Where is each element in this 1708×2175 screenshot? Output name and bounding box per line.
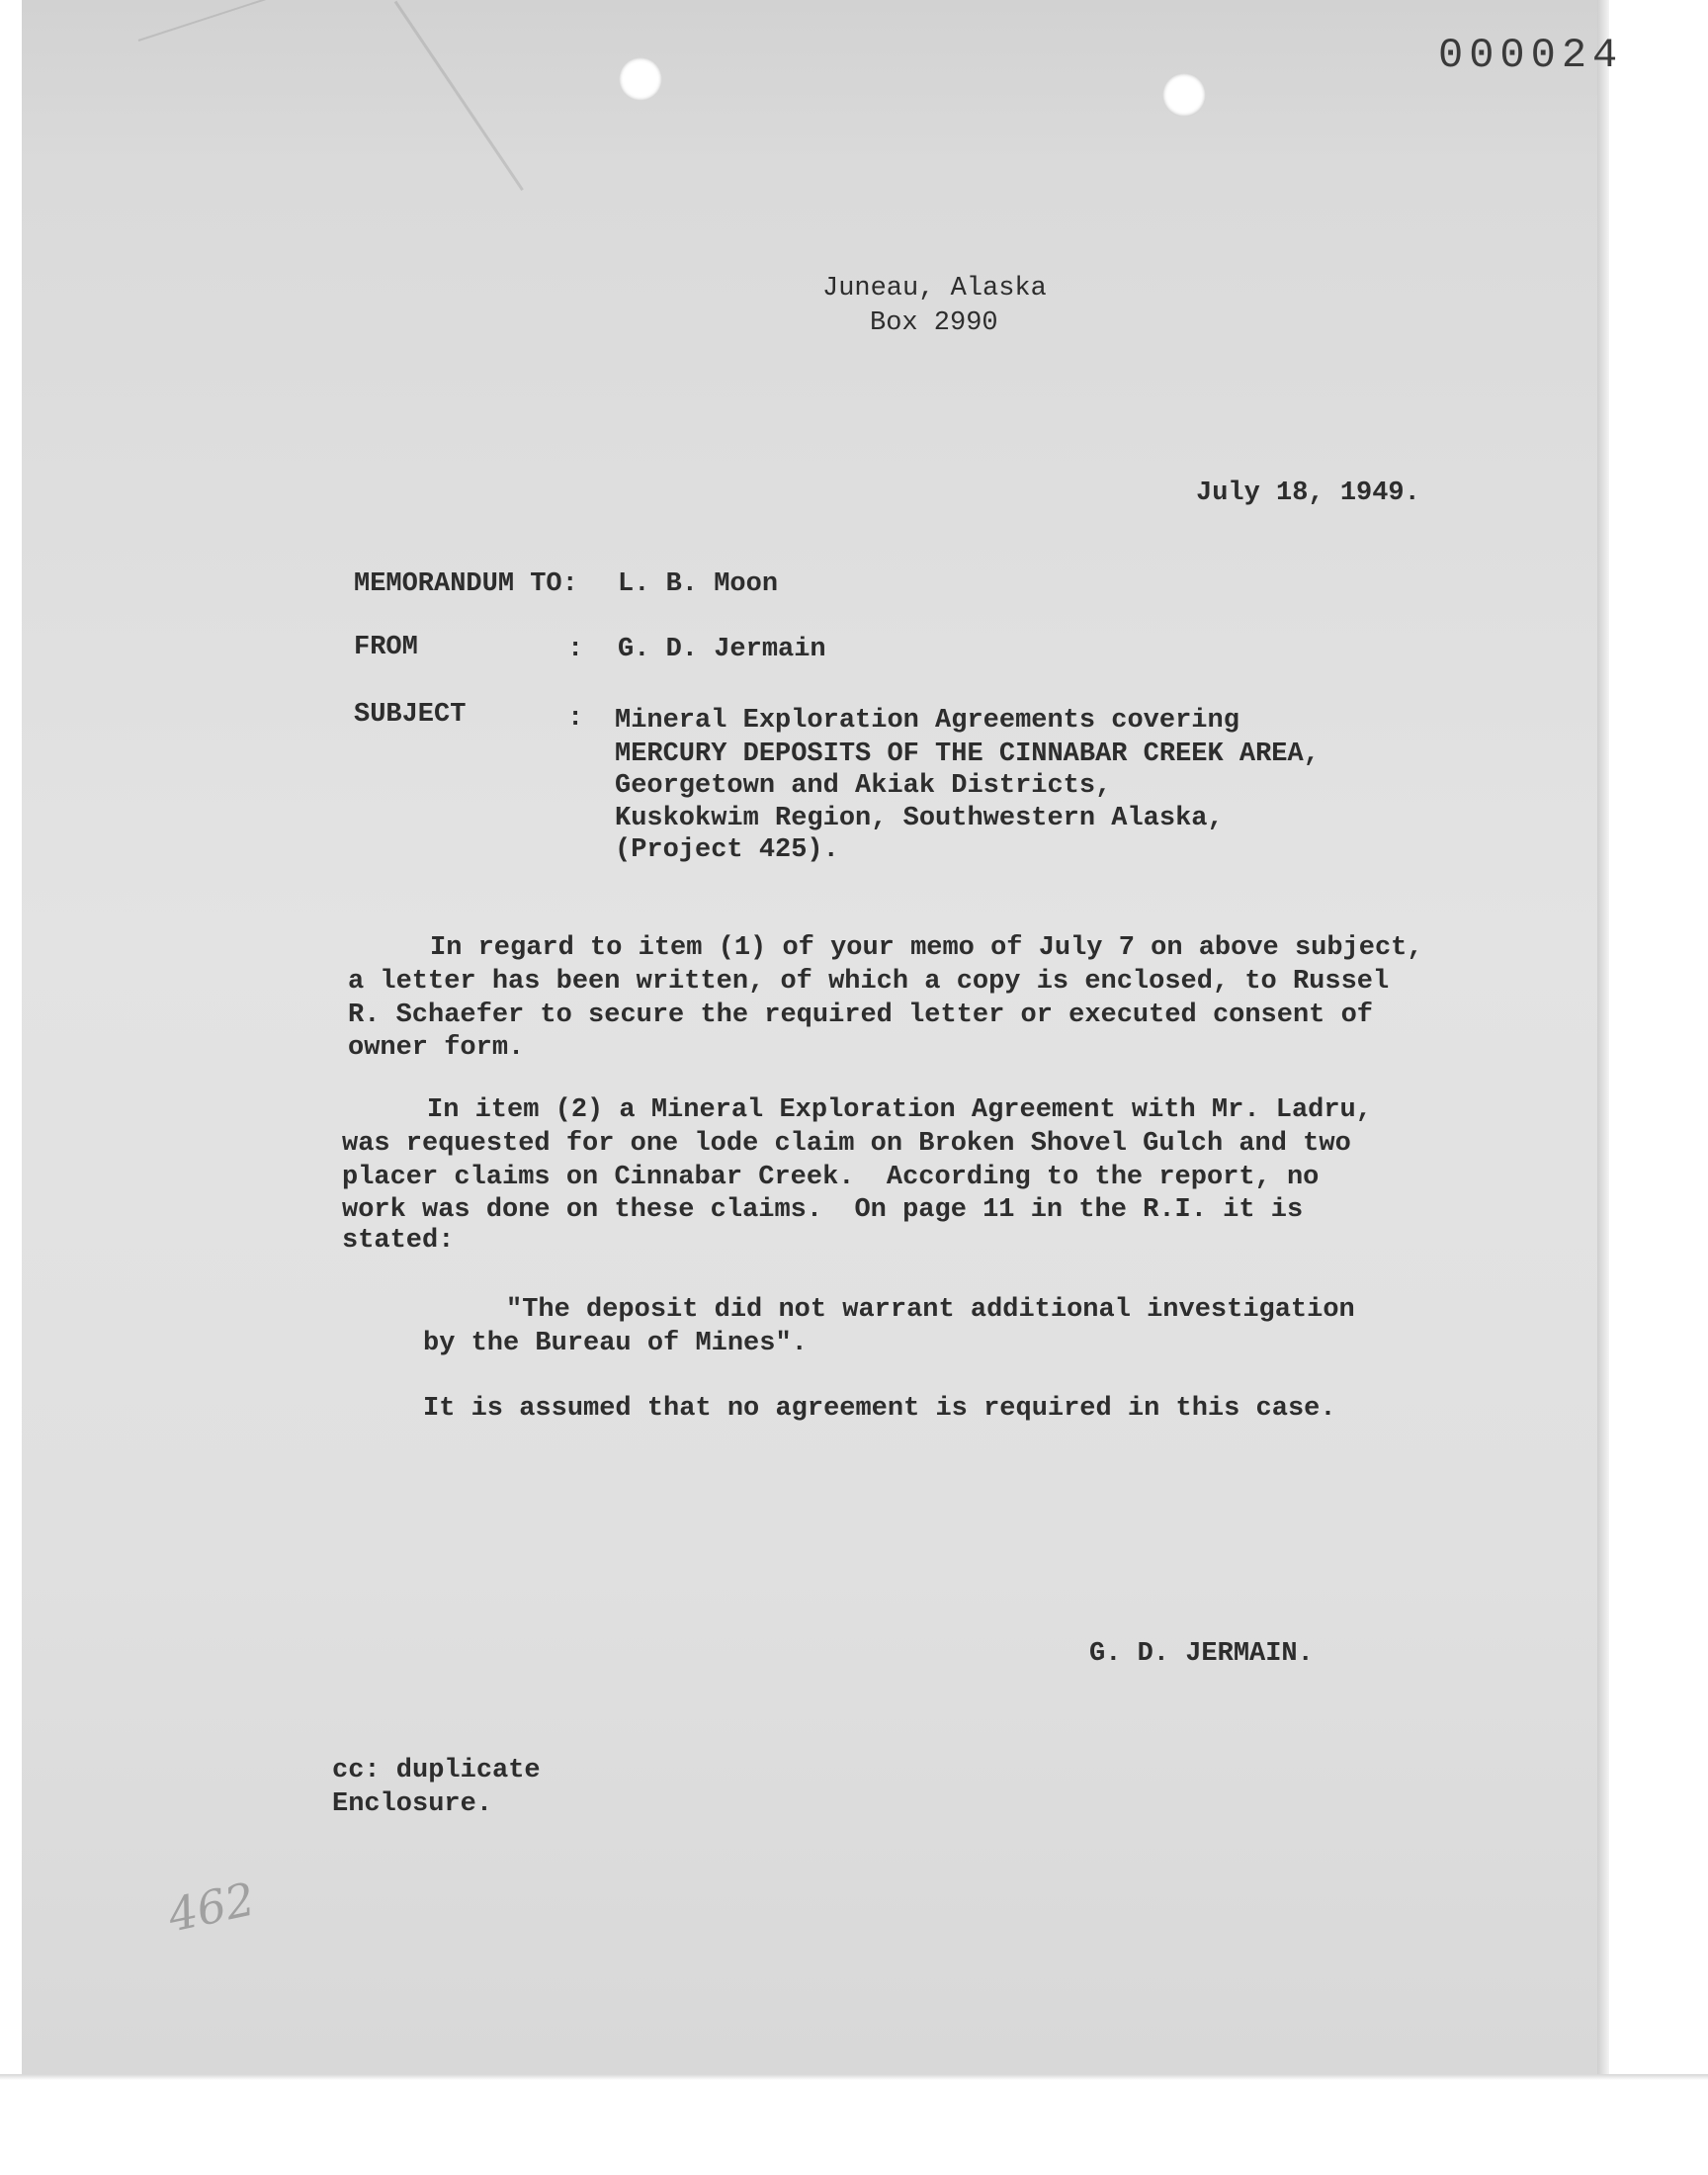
body-line: was requested for one lode claim on Broken Shovel Gulch and two: [342, 1129, 1351, 1159]
subject-line: Georgetown and Akiak Districts,: [615, 771, 1112, 801]
memo-date: July 18, 1949.: [1196, 478, 1420, 508]
to-label: MEMORANDUM TO:: [354, 569, 578, 599]
enclosure-line: Enclosure.: [332, 1789, 493, 1819]
document-page: [22, 0, 1597, 2074]
cc-line: cc: duplicate: [332, 1756, 541, 1785]
page-bottom-shadow: [0, 2074, 1708, 2080]
punch-hole-left: [619, 57, 662, 101]
punch-hole-right: [1162, 73, 1206, 117]
subject-colon: :: [567, 704, 584, 734]
letterhead-city: Juneau, Alaska: [822, 274, 1047, 304]
to-value: L. B. Moon: [618, 569, 779, 599]
body-line: stated:: [342, 1226, 455, 1256]
document-number-stamp: 000024: [1438, 32, 1624, 79]
page-edge: [1597, 0, 1609, 2074]
subject-line: Mineral Exploration Agreements covering: [615, 706, 1239, 736]
body-line: In item (2) a Mineral Exploration Agreement with Mr. Ladru,: [427, 1095, 1372, 1125]
from-value: G. D. Jermain: [618, 635, 826, 664]
quote-line: "The deposit did not warrant additional investigation: [506, 1295, 1355, 1325]
body-line: placer claims on Cinnabar Creek. According to the report, no: [342, 1163, 1320, 1192]
quote-line: by the Bureau of Mines".: [423, 1329, 808, 1358]
handwritten-note: 462: [163, 1871, 260, 1943]
body-line: a letter has been written, of which a copy is enclosed, to Russel: [348, 967, 1390, 997]
body-line: R. Schaefer to secure the required letter or executed consent of: [348, 1000, 1373, 1030]
subject-line: (Project 425).: [615, 835, 839, 865]
subject-line: MERCURY DEPOSITS OF THE CINNABAR CREEK AREA,: [615, 740, 1320, 769]
body-line: work was done on these claims. On page 11 in the R.I. it is: [342, 1195, 1304, 1225]
body-line: owner form.: [348, 1033, 525, 1063]
from-label: FROM: [354, 633, 418, 662]
subject-line: Kuskokwim Region, Southwestern Alaska,: [615, 804, 1224, 833]
from-colon: :: [567, 635, 584, 664]
closing-sentence: It is assumed that no agreement is required in this case.: [423, 1394, 1336, 1424]
signature: G. D. JERMAIN.: [1089, 1639, 1314, 1669]
subject-label: SUBJECT: [354, 700, 467, 730]
body-line: In regard to item (1) of your memo of July 7 on above subject,: [430, 933, 1423, 963]
letterhead-box: Box 2990: [870, 308, 998, 338]
